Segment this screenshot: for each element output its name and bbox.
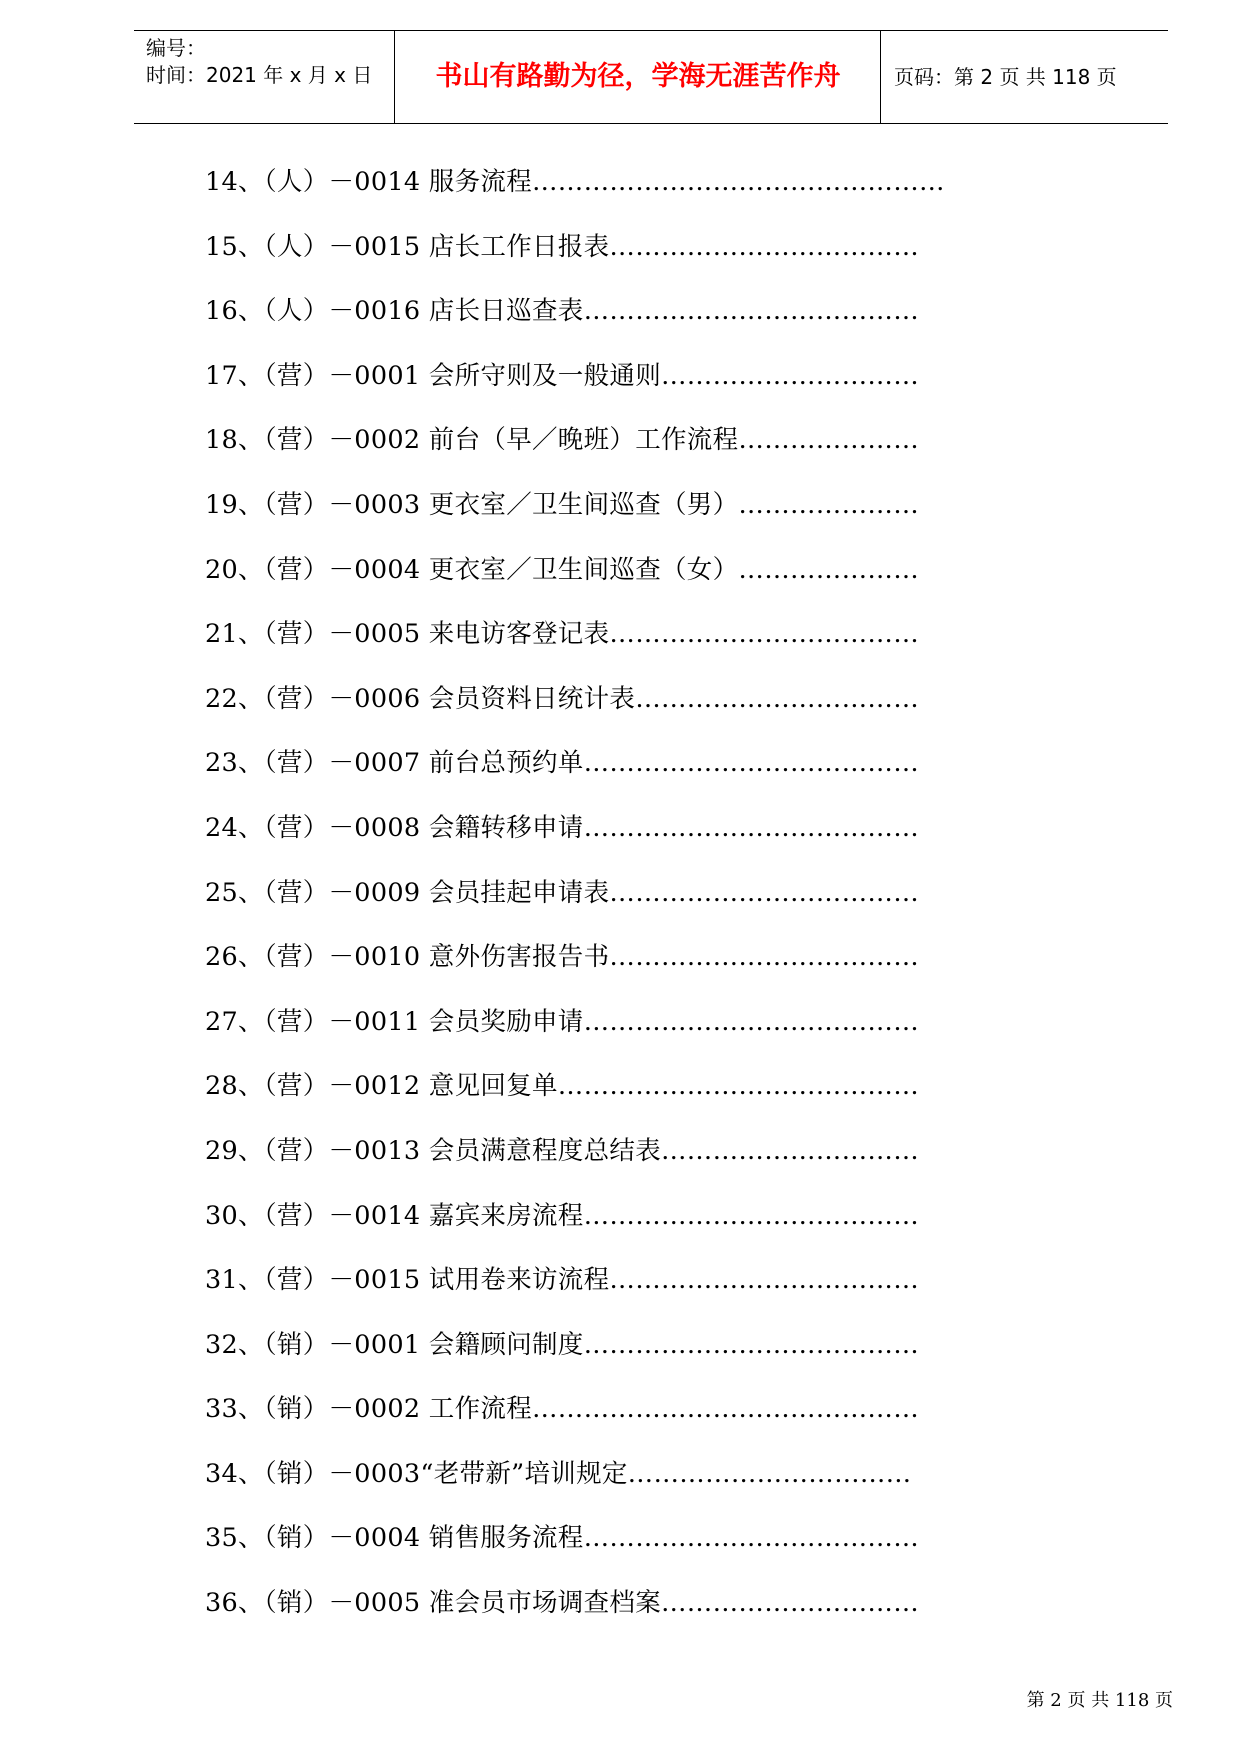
table-of-contents bbox=[205, 162, 985, 1648]
toc-item: 32、（销）－0001 会籍顾问制度………………………………… bbox=[205, 1329, 919, 1360]
document-time-label: 时间：2021 年 x 月 x 日 bbox=[146, 63, 373, 87]
header-divider-left bbox=[394, 31, 395, 123]
toc-item: 33、（销）－0002 工作流程……………………………………… bbox=[205, 1394, 919, 1425]
toc-item: 21、（营）－0005 来电访客登记表……………………………… bbox=[205, 619, 919, 650]
toc-item: 18、（营）－0002 前台（早／晚班）工作流程………………… bbox=[205, 425, 919, 456]
toc-item: 30、（营）－0014 嘉宾来房流程………………………………… bbox=[205, 1200, 919, 1231]
toc-item: 28、（营）－0012 意见回复单…………………………………… bbox=[205, 1071, 919, 1102]
toc-item: 20、（营）－0004 更衣室／卫生间巡查（女）………………… bbox=[205, 554, 919, 585]
toc-item: 17、（营）－0001 会所守则及一般通则………………………… bbox=[205, 360, 919, 391]
toc-item: 31、（营）－0015 试用卷来访流程……………………………… bbox=[205, 1265, 919, 1296]
header-meta bbox=[146, 35, 372, 89]
header-page-info: 页码：第 2 页 共 118 页 bbox=[894, 65, 1117, 89]
toc-item: 27、（营）－0011 会员奖励申请………………………………… bbox=[205, 1006, 919, 1037]
toc-item: 26、（营）－0010 意外伤害报告书……………………………… bbox=[205, 942, 919, 973]
page-footer: 第 2 页 共 118 页 bbox=[1026, 1690, 1173, 1711]
toc-item: 24、（营）－0008 会籍转移申请………………………………… bbox=[205, 812, 919, 843]
document-number-label: 编号： bbox=[146, 36, 206, 60]
toc-item: 25、（营）－0009 会员挂起申请表……………………………… bbox=[205, 877, 919, 908]
toc-item: 14、（人）－0014 服务流程………………………………………… bbox=[205, 167, 945, 197]
header-divider-right bbox=[880, 31, 881, 123]
page-header bbox=[134, 30, 1168, 124]
toc-item: 34、（销）－0003“老带新”培训规定…………………………… bbox=[205, 1458, 912, 1489]
toc-item: 36、（销）－0005 准会员市场调查档案………………………… bbox=[205, 1588, 919, 1619]
toc-item: 22、（营）－0006 会员资料日统计表…………………………… bbox=[205, 683, 919, 714]
toc-item: 15、（人）－0015 店长工作日报表……………………………… bbox=[205, 231, 919, 262]
toc-item: 16、（人）－0016 店长日巡查表………………………………… bbox=[205, 296, 919, 327]
toc-item: 35、（销）－0004 销售服务流程………………………………… bbox=[205, 1523, 919, 1554]
toc-item: 29、（营）－0013 会员满意程度总结表………………………… bbox=[205, 1135, 919, 1166]
header-motto: 书山有路勤为径，学海无涯苦作舟 bbox=[435, 61, 841, 92]
toc-item: 19、（营）－0003 更衣室／卫生间巡查（男）………………… bbox=[205, 489, 919, 520]
toc-item: 23、（营）－0007 前台总预约单………………………………… bbox=[205, 748, 919, 779]
